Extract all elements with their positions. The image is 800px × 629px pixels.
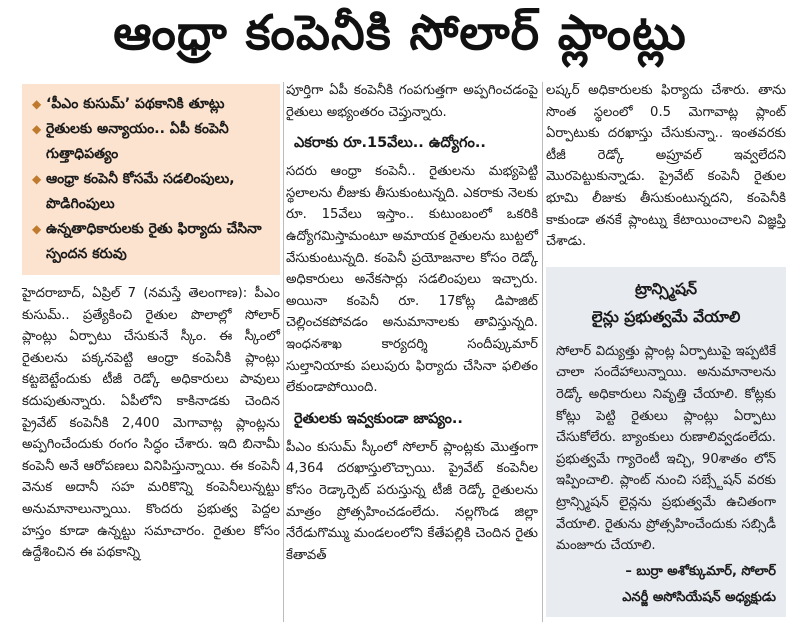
box-title: ట్రాన్స్మిషన్ [634,279,697,298]
column-divider [542,82,543,622]
column-2 [286,80,538,566]
subheading: రైతులకు ఇవ్వకుండా జాప్యం.. [294,410,463,427]
body-paragraph: సదరు ఆంధ్రా కంపెనీ.. రైతులను మభ్యపెట్టి స్థలాలను లీజుకు తీసుకుంటున్నది. ఎకరాకు నెలకు రూ. 15వేలు ఇస్తాం.. కుటుంబంలో ఒకరికి ఉద్యోగమిస్తామంటూ అమాయక రైతులను బుట్టలో వేసుకుంటున్నది. కంపెనీ ప్రయోజనాల కోసం రెడ్కో అధికారులు అనేకసార్లు సడలింపులు ఇచ్చారు. అయినా కంపెనీ రూ. 17కోట్ల డిపాజిట్ చెల్లించకపోవడం అనుమానాలకు తావిస్తున్నది. ఇంధనశాఖ కార్యదర్శి సందీప్కుమార్ సుల్తానియాకు పలుపురు ఫిర్యాదు చేసినా ఫలితం లేకుండాపోయింది. [286,164,538,396]
headline: ఆంధ్రా కంపెనీకి సోలార్ ప్లాంట్లు [113,5,687,61]
highlight-item [32,92,272,117]
highlight-text: ‘పీఎం కుసుమ్’ పథకానికి తూట్లు [46,96,225,112]
bullet-icon: ◆ [32,172,42,186]
highlight-item [32,117,272,167]
highlight-item [32,167,272,217]
subheading: ఎకరాకు రూ.15వేలు.. ఉద్యోగం.. [294,135,486,152]
column-3 [546,80,786,617]
highlight-text: ఉన్నతాధికారులకు రైతు ఫిర్యాదు చేసినా స్పందన కరువు [46,221,262,262]
column-1 [22,80,280,564]
bullet-icon: ◆ [32,97,42,111]
box-title: లైన్లు ప్రభుత్వమే వేయాలి [591,307,741,326]
highlight-item [32,217,272,267]
body-paragraph: పూర్తిగా ఏపీ కంపెనీకి గంపగుత్తగా అప్పగించడంపై రైతులు అభ్యంతరం చెప్తున్నారు. [286,83,538,120]
sidebar-box [546,267,786,617]
bullet-icon: ◆ [32,122,42,136]
highlight-text: ఆంధ్రా కంపెనీ కోసమే సడలింపులు, పొడిగింపులు [46,171,235,212]
column-divider [283,82,284,622]
signature: ఎనర్జీ అసోసియేషన్ అధ్యక్షుడు [622,589,776,605]
box-body: సోలార్ విద్యుత్తు ప్లాంట్ల ఏర్పాటుపై ఇప్పటికే చాలా సందేహాలున్నాయి. అనుమానాలను రెడ్కో అధికారులు నివృత్తి చేయాలి. కోట్లకు కోట్లు పెట్టి రైతులు ప్లాంట్లు ఏర్పాటు చేసుకోలేరు. బ్యాంకులు రుణాలివ్వడంలేదు. ప్రభుత్వమే గ్యారెంటీ ఇచ్చి, 90శాతం లోన్ ఇప్పించాలి. ప్లాంట్ నుంచి సబ్స్టేషన్ వరకు ట్రాన్స్మిషన్ లైన్లను ప్రభుత్వమే ఉచితంగా వేయాలి. రైతును ప్రోత్సహించేందుకు సబ్సిడీ మంజూరు చేయాలి. [556,343,776,554]
body-paragraph: లష్కర్ అధికారులకు ఫిర్యాదు చేశారు. తాను సొంత స్థలంలో 0.5 మెగావాట్ల ప్లాంట్ ఏర్పాటుకు దరఖాస్తు చేసుకున్నా.. ఇంతవరకు టీజీ రెడ్కో అప్రూవల్ ఇవ్వలేదని మొరపెట్టుకున్నాడు. ప్రైవేట్ కంపెనీ రైతుల భూమి లీజుకు తీసుకుంటున్నదని, కంపెనీకి కాకుండా తనకే ప్లాంట్ను కేటాయించాలని విజ్ఞప్తి చేశాడు. [546,83,786,250]
bullet-icon: ◆ [32,222,42,236]
body-paragraph: పీఎం కుసుమ్ స్కీంలో సోలార్ ప్లాంట్లకు మొత్తంగా 4,364 దరఖాస్తులొచ్చాయి. ప్రైవేట్ కంపెనీల కోసం రెడ్కార్పెట్ పరుస్తున్న టీజీ రెడ్కో రైతులను మాత్రం ప్రోత్సహించడంలేదు. నల్లగొండ జిల్లా నేరేడుగొమ్ము మండలంలోని కేతేపల్లికి చెందిన రైతు కేతావత్ [286,439,538,563]
body-paragraph: హైదరాబాద్, ఏప్రిల్ 7 (నమస్తే తెలంగాణ): పీఎం కుసుమ్.. ప్రత్యేకించి రైతుల పొలాల్లో సోలార్ ప్లాంట్లు ఏర్పాటు చేసుకునే స్కీం. ఈ స్కీంలో రైతులను పక్కనపెట్టి ఆంధ్రా కంపెనీకి ప్లాంట్లు కట్టబెట్టేందుకు టీజీ రెడ్కో అధికారులు పావులు కదుపుతున్నారు. ఏపీలోని కాకినాడకు చెందిన ప్రైవేట్ కంపెనీకి 2,400 మెగావాట్ల ప్లాంట్లను అప్పగించేందుకు రంగం సిద్ధం చేశారు. ఇది బినామీ కంపెనీ అనే ఆరోపణలు వినిపిస్తున్నాయి. ఈ కంపెనీ వెనుక అదానీ సహ మరికొన్ని కంపెనీలున్నట్టు అనుమానాలున్నాయి. కొందరు ప్రభుత్వ పెద్దల హస్తం కూడా ఉన్నట్టు సమాచారం. రైతుల కోసం ఉద్దేశించిన ఈ పథకాన్ని [22,286,280,561]
highlights-box [22,84,280,275]
signature: – బుర్రా అశోక్కుమార్, సోలార్ [625,563,776,579]
highlight-text: రైతులకు అన్యాయం.. ఏపీ కంపెనీ గుత్తాధిపత్యం [46,121,229,162]
